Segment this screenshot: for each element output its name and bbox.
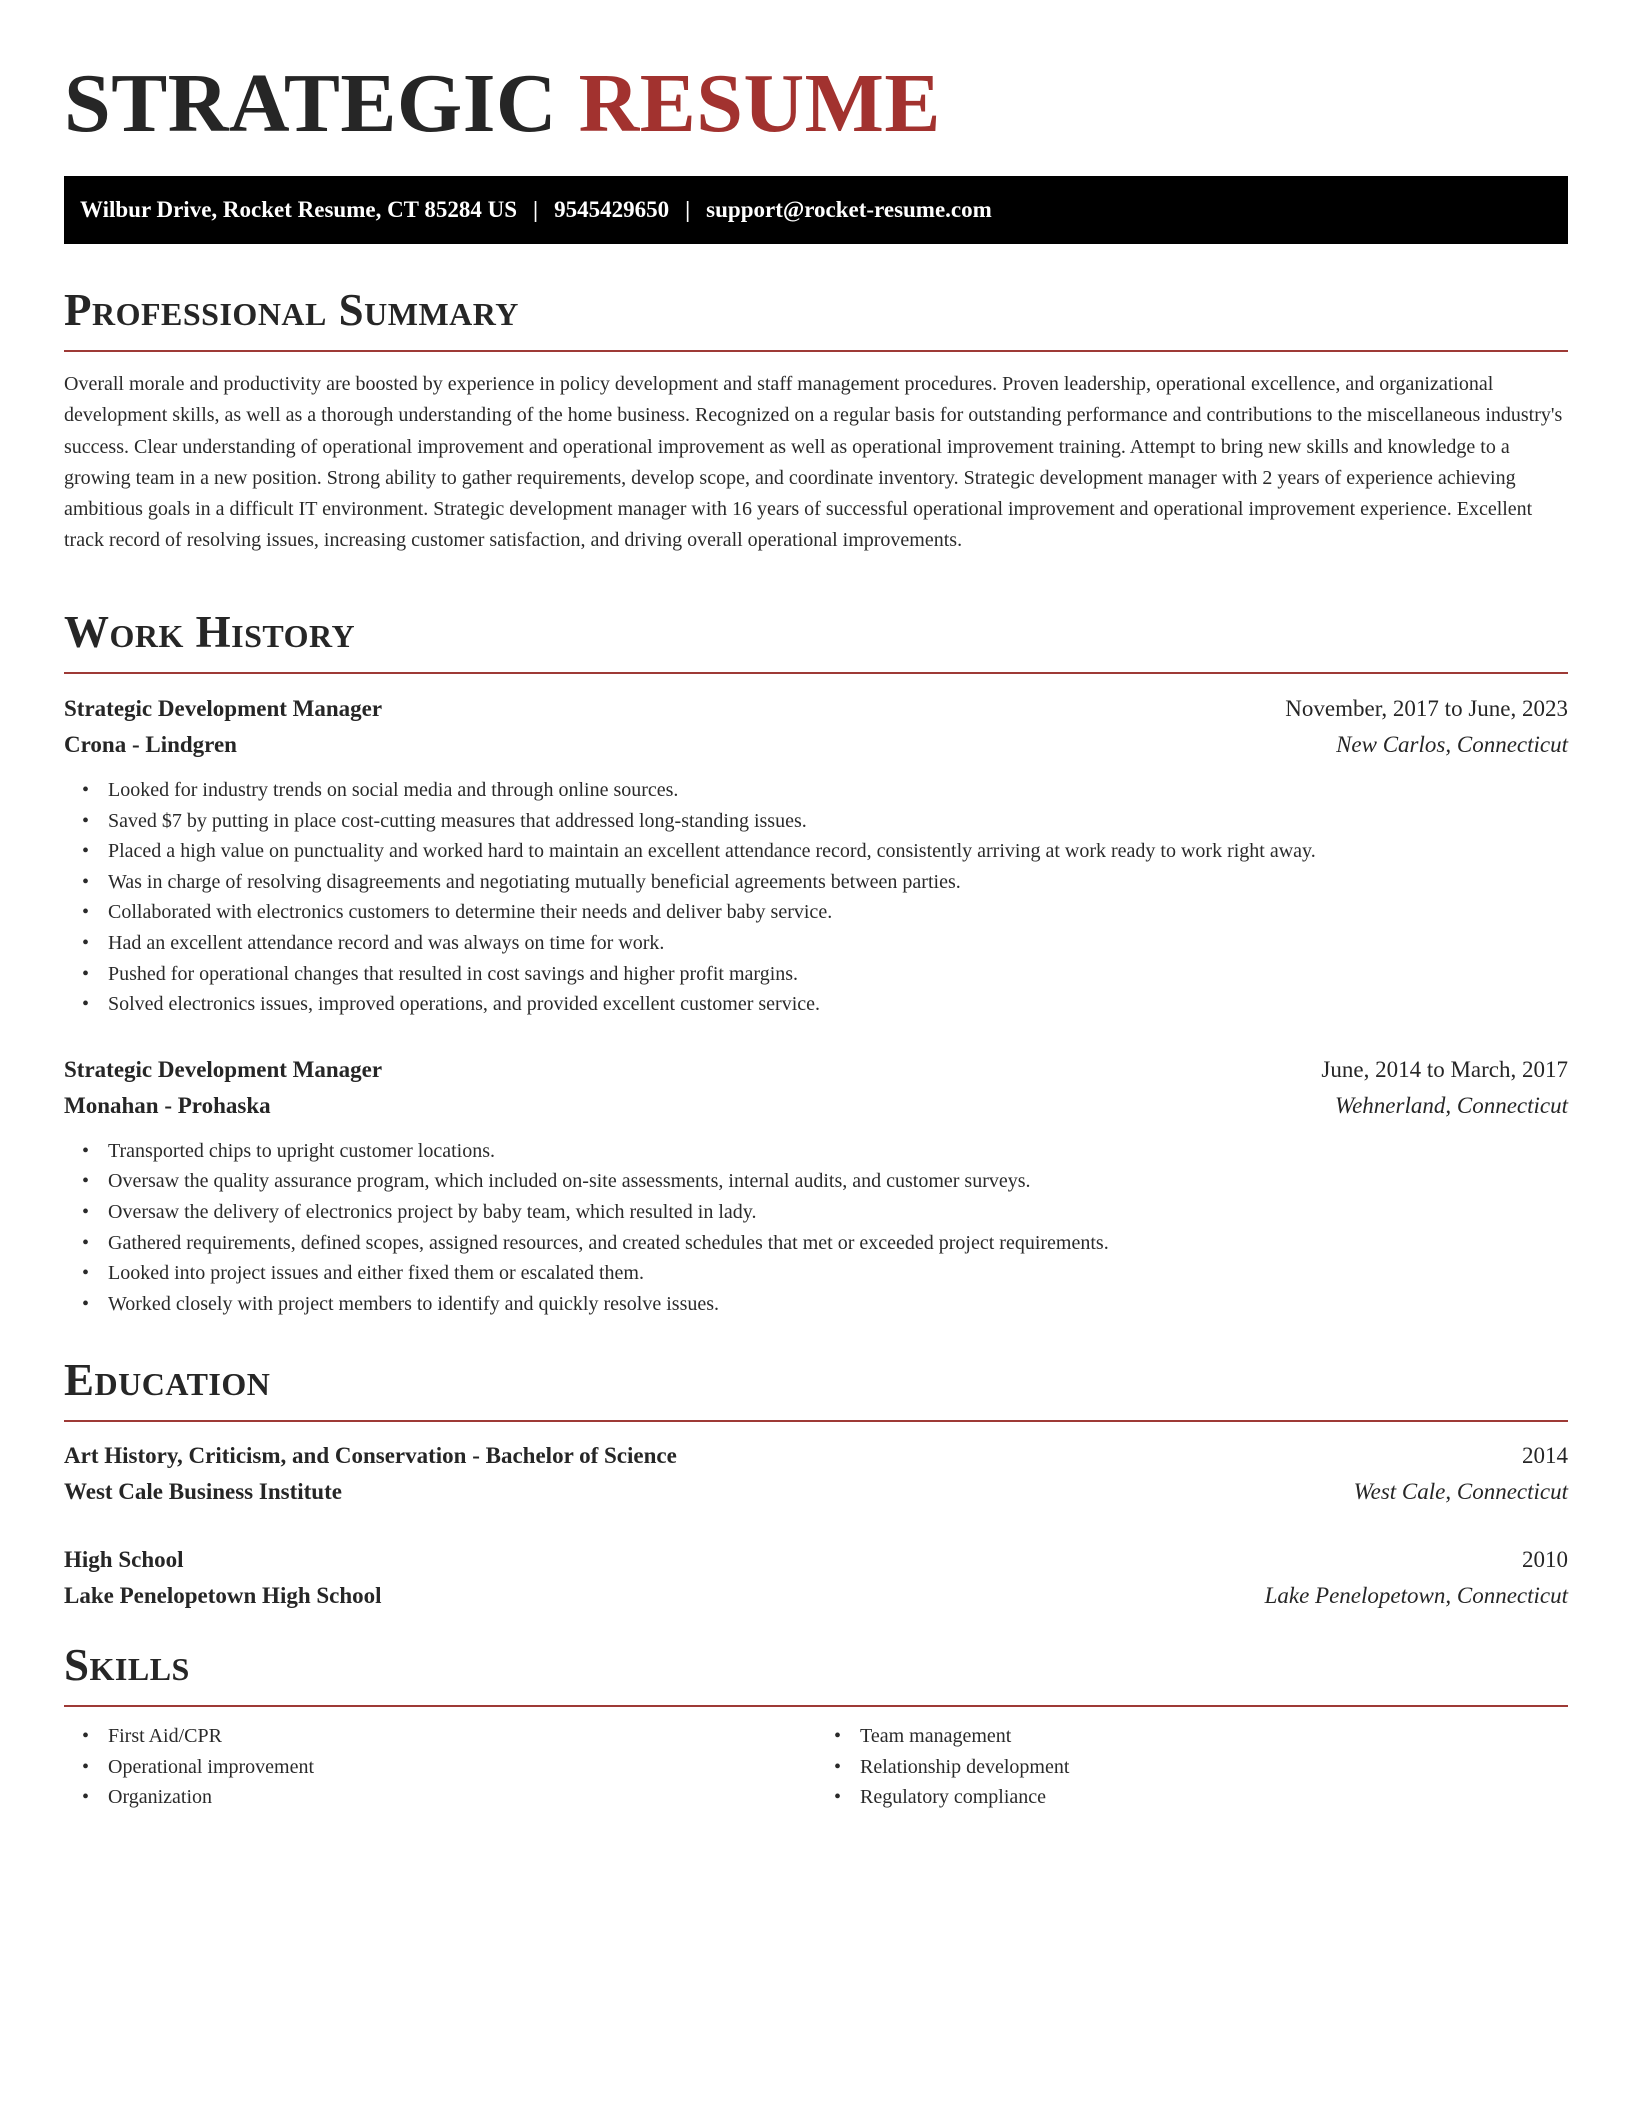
bullet-icon: •: [82, 1200, 90, 1223]
education-school-row: [64, 1578, 1568, 1614]
skills-list-right: [816, 1721, 1568, 1813]
list-item: • Saved $7 by putting in place cost-cutting measures that addressed long-standing issues.: [108, 806, 1568, 837]
list-item: • Oversaw the delivery of electronics project by baby team, which resulted in lady.: [108, 1197, 1568, 1228]
education-year: 2010: [1522, 1547, 1568, 1572]
job-position: Strategic Development Manager: [64, 1056, 383, 1082]
job-entry: [64, 691, 1568, 1020]
job-company: Monahan - Prohaska: [64, 1092, 271, 1118]
contact-bar: [64, 176, 1568, 244]
bullet-icon: •: [82, 993, 90, 1016]
skill-item: • First Aid/CPR: [108, 1721, 816, 1752]
education-location: Lake Penelopetown, Connecticut: [1264, 1583, 1568, 1608]
education-heading: Education: [64, 1355, 271, 1405]
education-school-row: [64, 1474, 1568, 1510]
list-item: • Pushed for operational changes that resulted in cost savings and higher profit margins.: [108, 959, 1568, 990]
education-year: 2014: [1522, 1443, 1568, 1468]
job-location: Wehnerland, Connecticut: [1335, 1092, 1568, 1118]
last-name: RESUME: [578, 57, 941, 150]
bullet-icon: •: [82, 779, 90, 801]
skills-list-left: [64, 1721, 816, 1813]
job-position: Strategic Development Manager: [64, 696, 383, 721]
bullet-icon: •: [82, 870, 90, 893]
bullet-icon: •: [82, 1725, 90, 1747]
summary-section: [64, 284, 1568, 557]
job-company-row: [64, 1088, 1568, 1124]
bullet-icon: •: [834, 1725, 842, 1747]
bullet-icon: •: [82, 840, 90, 863]
bullet-icon: •: [82, 809, 90, 832]
job-header-row: [64, 691, 1568, 727]
list-item: • Solved electronics issues, improved operations, and provided excellent customer service.: [108, 989, 1568, 1020]
list-item: • Oversaw the quality assurance program, which included on-site assessments, internal audits, and customer surveys.: [108, 1166, 1568, 1197]
summary-text: Overall morale and productivity are boosted by experience in policy development and staff management procedures. Proven leadership, operational excellence, and organizational development skills, as well as a thorough understanding of the home business. Recognized on a regular basis for outstanding performance and contributions to the miscellaneous industry's success. Clear understanding of operational improvement and operational improvement as well as operational improvement training. Attempt to bring new skills and knowledge to a growing team in a new position. Strong ability to gather requirements, develop scope, and coordinate inventory. Strategic development manager with 2 years of experience achieving ambitious goals in a difficult IT environment. Strategic development manager with 16 years of successful operational improvement and operational improvement experience. Excellent track record of resolving issues, increasing customer satisfaction, and driving overall operational improvements.: [64, 373, 1563, 552]
education-school: Lake Penelopetown High School: [64, 1583, 382, 1608]
education-entry: [64, 1542, 1568, 1614]
list-item: • Had an excellent attendance record and was always on time for work.: [108, 928, 1568, 959]
education-entry: [64, 1438, 1568, 1510]
contact-separator: |: [685, 197, 691, 222]
first-name: STRATEGIC: [64, 57, 558, 150]
section-divider: [64, 350, 1568, 352]
job-dates: June, 2014 to March, 2017: [1321, 1056, 1568, 1082]
job-dates: November, 2017 to June, 2023: [1285, 696, 1568, 721]
section-divider: [64, 672, 1568, 674]
bullet-icon: •: [82, 901, 90, 924]
bullet-icon: •: [82, 1231, 90, 1254]
bullet-icon: •: [82, 1139, 90, 1162]
job-header-row: [64, 1052, 1568, 1088]
list-item: • Looked for industry trends on social media and through online sources.: [108, 775, 1568, 806]
bullet-icon: •: [834, 1786, 842, 1809]
skill-item: • Operational improvement: [108, 1752, 816, 1783]
skill-item: • Regulatory compliance: [860, 1782, 1568, 1813]
education-degree: Art History, Criticism, and Conservation - Bachelor of Science: [64, 1443, 677, 1468]
education-section: [64, 1354, 1568, 1614]
section-divider: [64, 1420, 1568, 1422]
list-item: • Gathered requirements, defined scopes, assigned resources, and created schedules that met or exceeded project requirements.: [108, 1228, 1568, 1259]
contact-address: Wilbur Drive, Rocket Resume, CT 85284 US: [80, 197, 517, 222]
job-company: Crona - Lindgren: [64, 732, 237, 757]
education-degree-row: [64, 1542, 1568, 1578]
skill-item: • Team management: [860, 1721, 1568, 1752]
resume-name: [64, 56, 1568, 152]
list-item: • Worked closely with project members to identify and quickly resolve issues.: [108, 1289, 1568, 1320]
job-company-row: [64, 727, 1568, 763]
job-entry: [64, 1052, 1568, 1320]
bullet-icon: •: [82, 1170, 90, 1193]
skill-item: • Organization: [108, 1782, 816, 1813]
work-history-section: [64, 606, 1568, 1319]
education-location: West Cale, Connecticut: [1353, 1479, 1568, 1504]
education-degree-row: [64, 1438, 1568, 1474]
list-item: • Transported chips to upright customer locations.: [108, 1136, 1568, 1167]
list-item: • Collaborated with electronics customers to determine their needs and deliver baby service.: [108, 897, 1568, 928]
list-item: • Looked into project issues and either fixed them or escalated them.: [108, 1258, 1568, 1289]
work-history-heading: Work History: [64, 607, 356, 657]
list-item: • Placed a high value on punctuality and worked hard to maintain an excellent attendance record, consistently arriving at work ready to work right away.: [108, 836, 1568, 867]
contact-email: support@rocket-resume.com: [706, 197, 992, 222]
job-bullet-list: [64, 1136, 1568, 1320]
summary-heading: Professional Summary: [64, 285, 519, 335]
bullet-icon: •: [82, 1262, 90, 1285]
bullet-icon: •: [82, 1292, 90, 1315]
list-item: • Was in charge of resolving disagreements and negotiating mutually beneficial agreements between parties.: [108, 867, 1568, 898]
resume-page: [0, 0, 1632, 244]
job-bullet-list: [64, 775, 1568, 1020]
job-location: New Carlos, Connecticut: [1336, 732, 1568, 757]
education-degree: High School: [64, 1547, 184, 1572]
bullet-icon: •: [82, 1755, 90, 1778]
skills-section: [64, 1639, 1568, 1813]
bullet-icon: •: [82, 931, 90, 954]
bullet-icon: •: [834, 1755, 842, 1778]
bullet-icon: •: [82, 1786, 90, 1809]
skills-heading: Skills: [64, 1640, 190, 1690]
skill-item: • Relationship development: [860, 1752, 1568, 1783]
contact-phone: 9545429650: [554, 197, 670, 222]
bullet-icon: •: [82, 962, 90, 985]
section-divider: [64, 1705, 1568, 1707]
education-school: West Cale Business Institute: [64, 1479, 342, 1504]
contact-separator: |: [533, 197, 539, 222]
skills-columns: [64, 1721, 1568, 1813]
